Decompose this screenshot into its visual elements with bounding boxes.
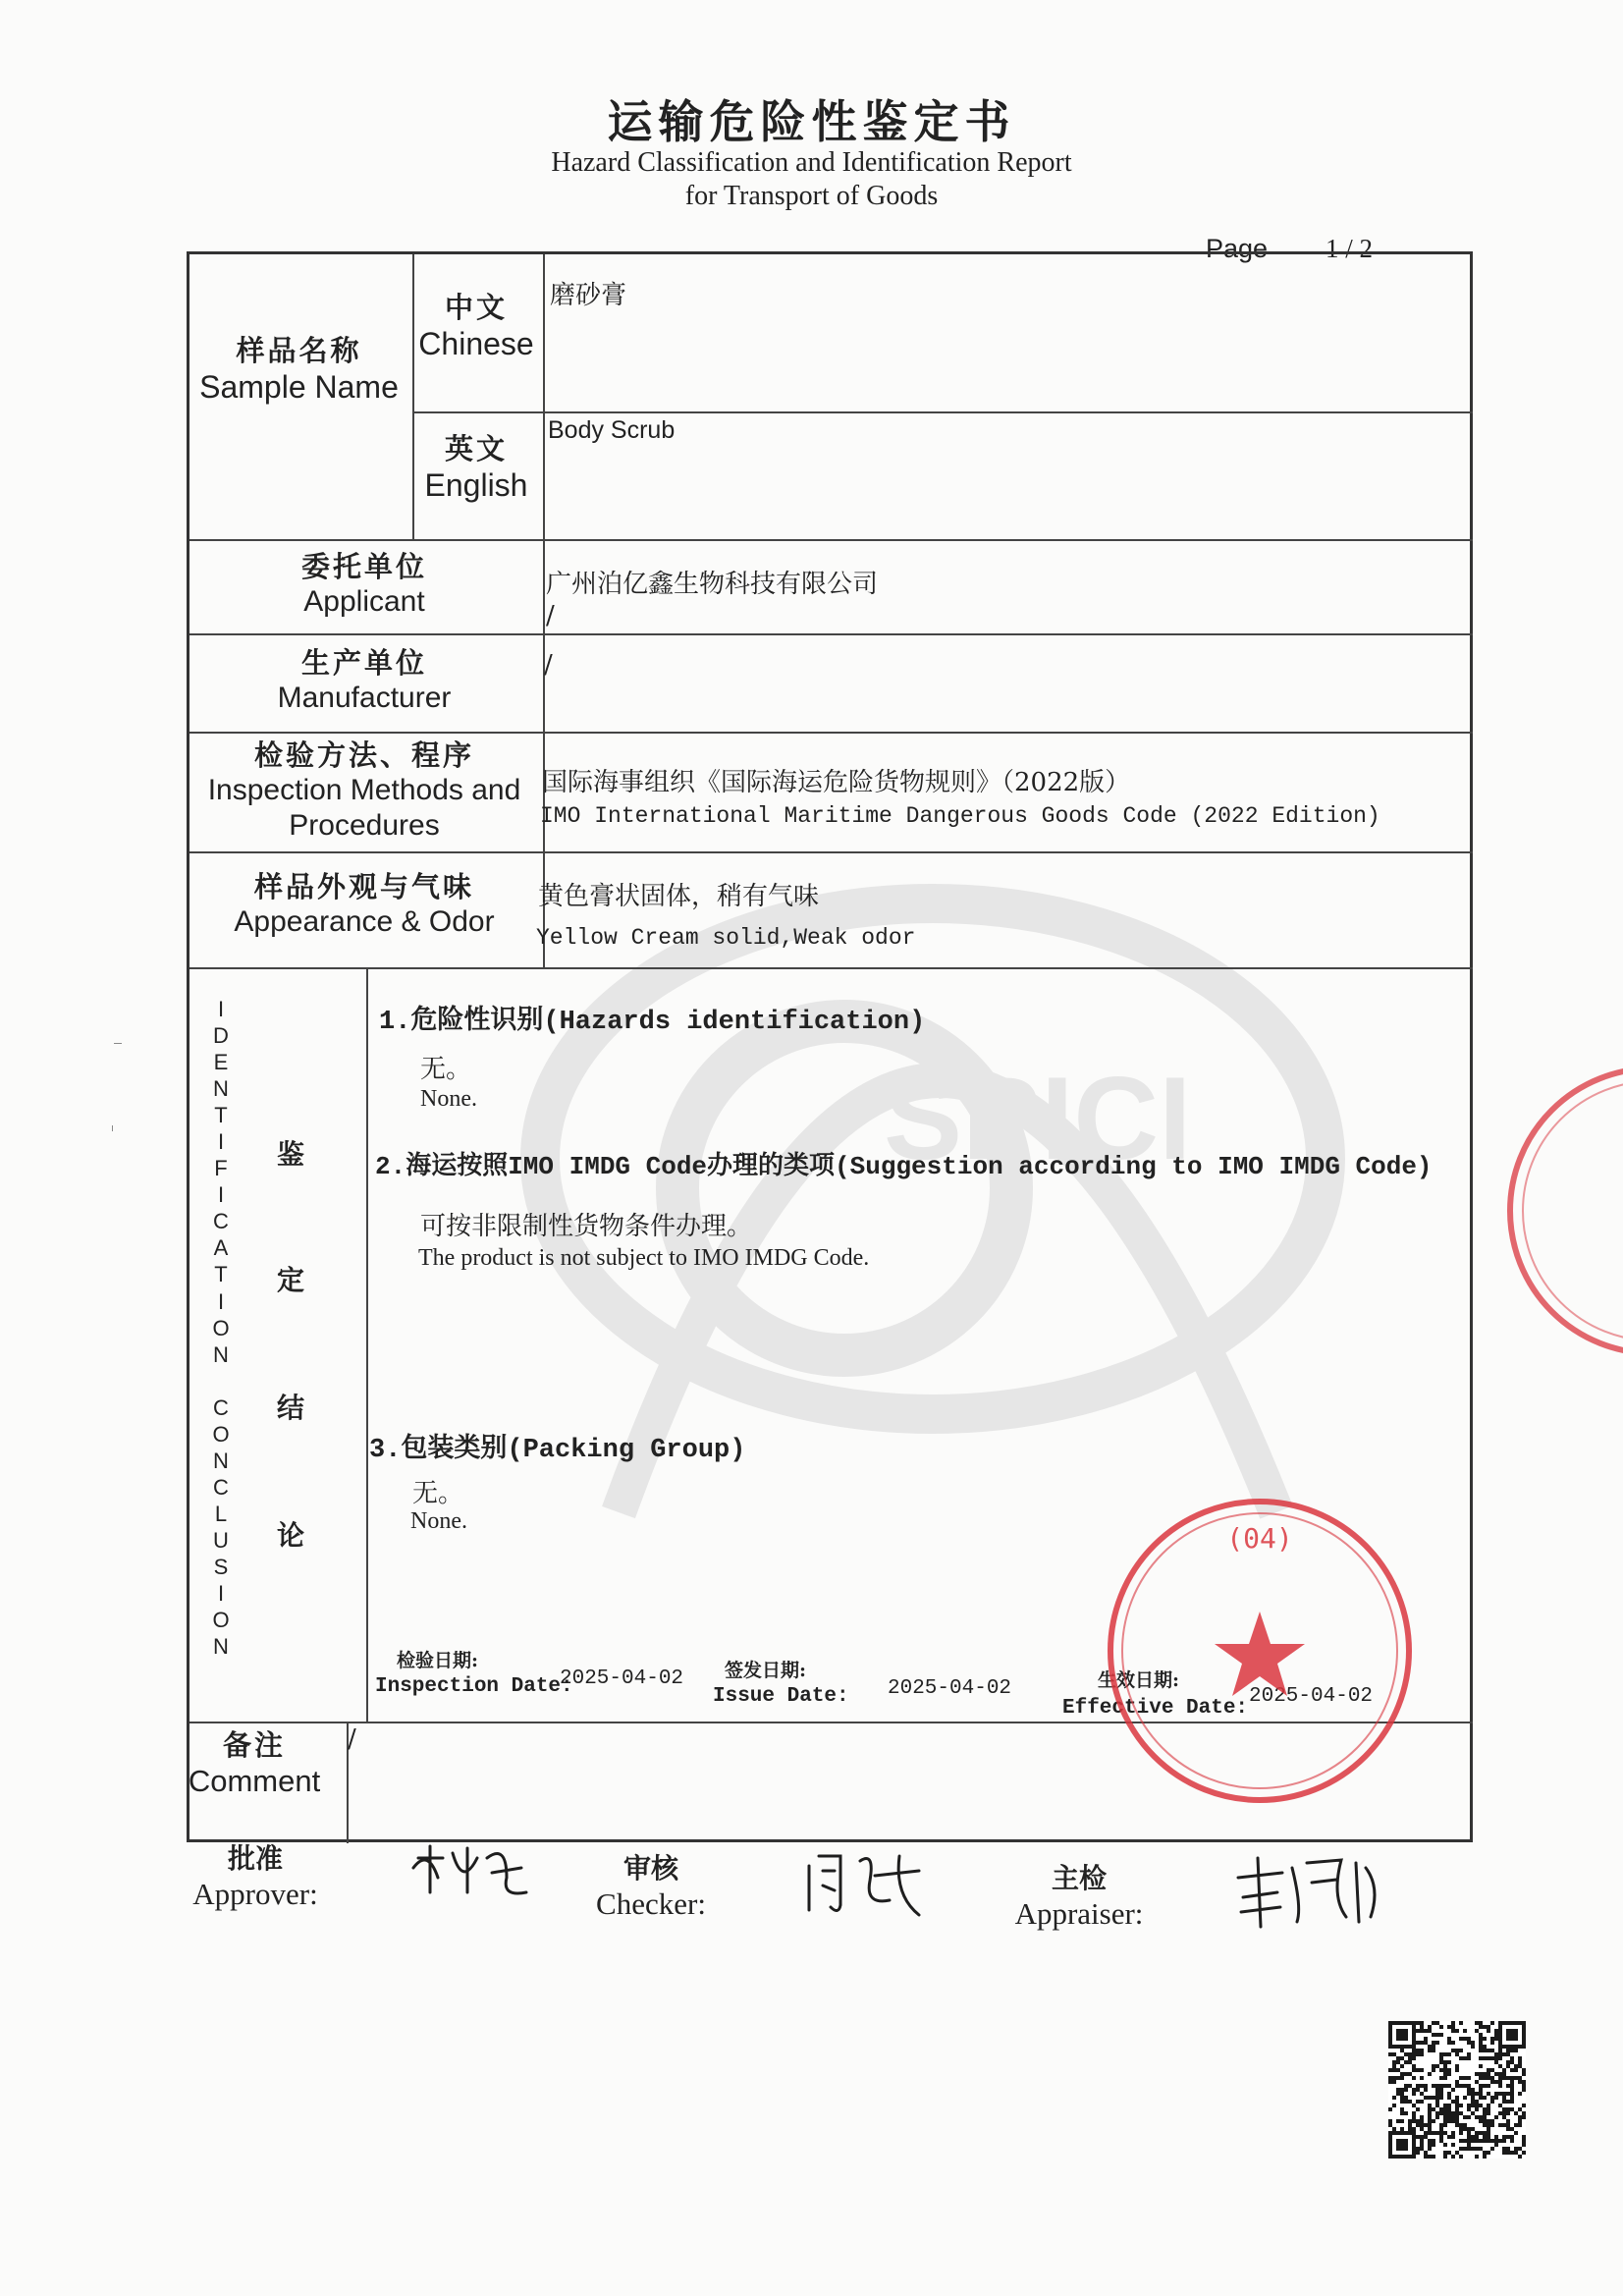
english-name-value: Body Scrub xyxy=(548,416,676,444)
chinese-name-value: 磨砂膏 xyxy=(550,281,627,310)
comment-value: / xyxy=(348,1724,356,1754)
rule-conclusion-v xyxy=(366,967,368,1722)
approver-label xyxy=(187,1842,324,1912)
imdg-suggestion-cn: 可按非限制性货物条件办理。 xyxy=(420,1212,753,1241)
vertical-letter: I xyxy=(217,1581,225,1607)
checker-label-en: Checker: xyxy=(596,1886,706,1921)
vertical-letter: S xyxy=(213,1554,229,1579)
issue-date-value: 2025-04-02 xyxy=(888,1677,1012,1700)
applicant-label-cn: 委托单位 xyxy=(300,550,427,583)
vertical-letter: F xyxy=(214,1156,228,1181)
packing-group-title: 3.包装类别(Packing Group) xyxy=(369,1436,746,1465)
vertical-letter: N xyxy=(213,1634,229,1660)
sample-name-label xyxy=(189,334,409,406)
rule-after-appearance xyxy=(189,967,1473,969)
hazards-identification-cn: 无。 xyxy=(420,1055,472,1084)
packing-group-en: None. xyxy=(410,1508,467,1534)
issue-date-label-en: Issue Date: xyxy=(713,1685,849,1708)
inspection-date-value: 2025-04-02 xyxy=(560,1667,684,1690)
inspection-methods-value-en: IMO International Maritime Dangerous Goods Code (2022 Edition) xyxy=(540,803,1380,829)
vertical-letter: I xyxy=(217,1129,225,1155)
report-title-en-line1: Hazard Classification and Identification Report xyxy=(551,147,1072,178)
scan-mark-2 xyxy=(112,1125,117,1131)
approver-label-cn: 批准 xyxy=(227,1842,283,1875)
vertical-letter: C xyxy=(213,1474,229,1500)
page-edge-seal-stamp xyxy=(1500,1059,1623,1363)
applicant-label xyxy=(189,550,540,620)
hazards-identification-en: None. xyxy=(420,1086,477,1112)
inspection-methods-label-en1: Inspection Methods and xyxy=(207,773,521,806)
applicant-value: 广州泊亿鑫生物科技有限公司 xyxy=(546,570,879,599)
appraiser-label xyxy=(1005,1862,1153,1932)
english-name-label-en: English xyxy=(424,466,528,503)
qr-code[interactable] xyxy=(1388,2021,1526,2159)
chinese-name-label-en: Chinese xyxy=(418,325,534,361)
appraiser-signature xyxy=(1233,1848,1390,1937)
vertical-letter: L xyxy=(214,1501,228,1526)
manufacturer-value: / xyxy=(544,650,553,680)
rule-after-manufacturer xyxy=(189,732,1473,734)
checker-label-cn: 审核 xyxy=(622,1852,678,1885)
inspection-date-label-cn: 检验日期: xyxy=(397,1650,479,1671)
approver-label-en: Approver: xyxy=(192,1876,318,1911)
vertical-letter: D xyxy=(213,1023,229,1049)
conclusion-vertical-cn-2: 定 xyxy=(277,1264,305,1296)
vertical-letter: U xyxy=(213,1527,229,1553)
report-title-cn: 运输危险性鉴定书 xyxy=(607,95,1016,148)
hazards-identification-title: 1.危险性识别(Hazards identification) xyxy=(379,1008,926,1037)
sample-name-label-cn: 样品名称 xyxy=(236,334,362,367)
applicant-value-2: / xyxy=(546,601,555,630)
rule-after-methods xyxy=(189,851,1473,853)
vertical-letter: N xyxy=(213,1341,229,1367)
packing-group-cn: 无。 xyxy=(412,1479,464,1508)
inspection-methods-label xyxy=(189,738,540,844)
inspection-methods-value-cn: 国际海事组织《国际海运危险货物规则》（2022版） xyxy=(542,768,1131,797)
appearance-label-cn: 样品外观与气味 xyxy=(253,870,474,903)
vertical-letter: N xyxy=(213,1076,229,1102)
vertical-letter: I xyxy=(217,997,225,1021)
scan-mark xyxy=(114,1043,122,1044)
inspection-date-label-en: Inspection Date: xyxy=(375,1675,573,1698)
vertical-letter xyxy=(208,1368,234,1394)
chinese-name-label xyxy=(411,291,541,362)
page-label: Page xyxy=(1206,234,1269,263)
vertical-letter: T xyxy=(214,1103,228,1128)
vertical-letter: N xyxy=(213,1448,229,1473)
appearance-label xyxy=(189,870,540,940)
report-title-en-line2: for Transport of Goods xyxy=(684,181,939,211)
effective-date-value: 2025-04-02 xyxy=(1249,1685,1374,1708)
manufacturer-label-cn: 生产单位 xyxy=(300,646,427,680)
rule-label-value xyxy=(543,254,545,967)
company-seal-stamp xyxy=(1098,1489,1422,1813)
vertical-letter: O xyxy=(212,1421,230,1447)
comment-label xyxy=(171,1728,338,1799)
appearance-value-cn: 黄色膏状固体，稍有气味 xyxy=(538,882,820,911)
conclusion-vertical-cn-3: 结 xyxy=(277,1392,305,1424)
seal-number: (04) xyxy=(1226,1522,1293,1555)
inspection-methods-label-en2: Procedures xyxy=(289,808,440,842)
watermark-text: SPICI xyxy=(884,1053,1192,1184)
rule-after-applicant xyxy=(189,633,1473,635)
comment-label-en: Comment xyxy=(188,1763,321,1798)
vertical-letter: E xyxy=(213,1050,229,1075)
manufacturer-label xyxy=(189,646,540,716)
rule-sample-split xyxy=(412,411,1473,413)
vertical-letter: I xyxy=(217,1288,225,1314)
rule-after-sample xyxy=(189,539,1473,541)
sample-name-label-en: Sample Name xyxy=(199,368,399,405)
page-number: 1 / 2 xyxy=(1325,234,1374,263)
inspection-methods-label-cn: 检验方法、程序 xyxy=(253,738,474,772)
checker-signature xyxy=(801,1846,929,1925)
appearance-value-en: Yellow Cream solid,Weak odor xyxy=(536,925,916,951)
vertical-letter: C xyxy=(213,1394,229,1420)
appearance-label-en: Appearance & Odor xyxy=(234,904,495,938)
vertical-letter: O xyxy=(212,1315,230,1340)
conclusion-vertical-cn-1: 鉴 xyxy=(277,1138,305,1171)
vertical-letter: A xyxy=(213,1235,229,1261)
chinese-name-label-cn: 中文 xyxy=(444,291,508,324)
checker-label xyxy=(587,1852,715,1922)
approver-signature xyxy=(408,1838,536,1907)
vertical-letter: T xyxy=(214,1262,228,1287)
manufacturer-label-en: Manufacturer xyxy=(277,681,452,714)
vertical-letter: C xyxy=(213,1209,229,1234)
english-name-label-cn: 英文 xyxy=(444,432,508,465)
applicant-label-en: Applicant xyxy=(303,584,425,618)
appraiser-label-en: Appraiser: xyxy=(1014,1895,1144,1931)
imdg-suggestion-title: 2.海运按照IMO IMDG Code办理的类项(Suggestion according to IMO IMDG Code) xyxy=(375,1152,1433,1181)
vertical-letter: I xyxy=(217,1182,225,1208)
identification-conclusion-vertical xyxy=(208,996,234,1660)
conclusion-vertical-cn-4: 论 xyxy=(277,1519,305,1552)
effective-date-label-en: Effective Date: xyxy=(1062,1697,1249,1720)
effective-date-label-cn: 生效日期: xyxy=(1098,1669,1180,1691)
appraiser-label-cn: 主检 xyxy=(1051,1862,1107,1894)
comment-label-cn: 备注 xyxy=(222,1728,286,1762)
vertical-letter: O xyxy=(212,1608,230,1633)
english-name-label xyxy=(411,432,541,504)
issue-date-label-cn: 签发日期: xyxy=(725,1660,807,1681)
imdg-suggestion-en: The product is not subject to IMO IMDG Code. xyxy=(418,1245,870,1271)
